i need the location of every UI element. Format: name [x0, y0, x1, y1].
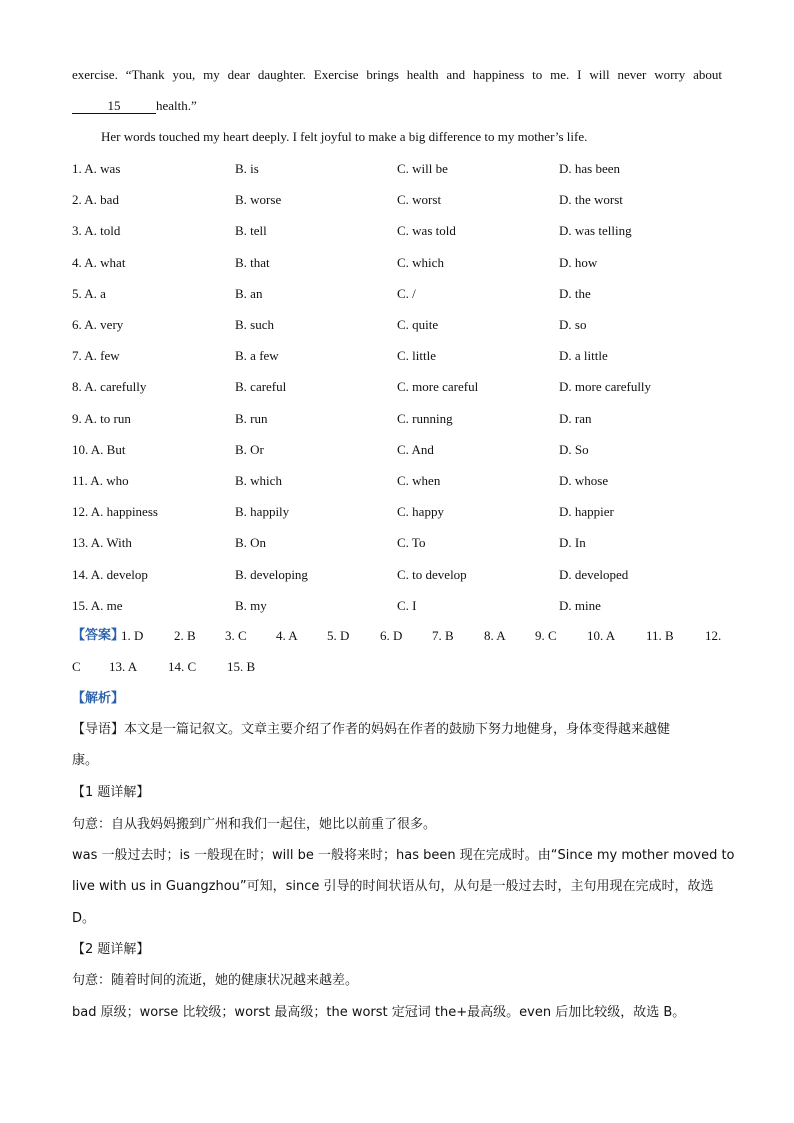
passage-line-2-tail: health.”: [156, 98, 197, 113]
option-d: D. the worst: [559, 192, 623, 207]
answer-item: 15. B: [227, 659, 256, 674]
option-b: B. tell: [235, 223, 267, 238]
q1-explanation-2: live with us in Guangzhou”可知，since 引导的时间状语从句，从句是一般过去时，主句用现在完成时，故选: [72, 879, 714, 894]
option-a: 11. A. who: [72, 473, 129, 488]
q1-meaning: 句意：自从我妈妈搬到广州和我们一起住，她比以前重了很多。: [72, 817, 437, 832]
option-row: [72, 222, 732, 240]
option-b: B. that: [235, 255, 270, 270]
option-row: [72, 285, 732, 303]
q2-meaning: 句意：随着时间的流逝，她的健康状况越来越差。: [72, 973, 359, 988]
option-c: C. quite: [397, 317, 439, 332]
option-a: 15. A. me: [72, 598, 123, 613]
answer-item: 12.: [705, 628, 722, 643]
option-d: D. happier: [559, 504, 614, 519]
option-c: C. To: [397, 535, 426, 550]
option-row: [72, 534, 732, 552]
option-b: B. an: [235, 286, 263, 301]
option-b: B. which: [235, 473, 282, 488]
option-b: B. my: [235, 598, 267, 613]
option-row: [72, 597, 732, 615]
option-a: 6. A. very: [72, 317, 124, 332]
option-c: C. happy: [397, 504, 444, 519]
option-c: C. worst: [397, 192, 442, 207]
option-d: D. developed: [559, 567, 629, 582]
option-d: D. so: [559, 317, 587, 332]
answer-item: 1. D: [121, 628, 144, 643]
option-a: 14. A. develop: [72, 567, 148, 582]
answer-item: 14. C: [168, 659, 197, 674]
option-c: C. /: [397, 286, 416, 301]
option-row: [72, 160, 732, 178]
answer-item: C: [72, 659, 81, 674]
option-c: C. to develop: [397, 567, 467, 582]
answer-item: 2. B: [174, 628, 196, 643]
answer-item: 4. A: [276, 628, 298, 643]
option-a: 9. A. to run: [72, 411, 131, 426]
option-c: C. will be: [397, 161, 448, 176]
answer-row-2: [72, 658, 732, 676]
option-row: [72, 472, 732, 490]
option-c: C. little: [397, 348, 436, 363]
answer-label: 【答案】: [72, 628, 125, 643]
option-a: 13. A. With: [72, 535, 132, 550]
option-b: B. a few: [235, 348, 279, 363]
option-b: B. Or: [235, 442, 264, 457]
guide-label: 【导语】: [72, 722, 125, 737]
option-a: 8. A. carefully: [72, 379, 147, 394]
option-d: D. So: [559, 442, 589, 457]
answer-item: 10. A: [587, 628, 616, 643]
option-row: [72, 441, 732, 459]
option-b: B. developing: [235, 567, 308, 582]
option-a: 10. A. But: [72, 442, 126, 457]
q2-heading: 【2 题详解】: [72, 942, 150, 957]
option-b: B. happily: [235, 504, 290, 519]
option-b: B. such: [235, 317, 274, 332]
option-c: C. I: [397, 598, 417, 613]
answer-item: 9. C: [535, 628, 557, 643]
guide-text: 本文是一篇记叙文。文章主要介绍了作者的妈妈在作者的鼓励下努力地健身，身体变得越来越健: [124, 722, 671, 737]
answer-item: 5. D: [327, 628, 350, 643]
q1-explanation-3: D。: [72, 911, 96, 926]
option-row: [72, 191, 732, 209]
answer-row-1: [72, 627, 732, 645]
option-b: B. is: [235, 161, 259, 176]
option-d: D. how: [559, 255, 598, 270]
option-c: C. more careful: [397, 379, 479, 394]
option-a: 5. A. a: [72, 286, 106, 301]
option-d: D. has been: [559, 161, 621, 176]
passage-line-3: Her words touched my heart deeply. I felt joyful to make a big difference to my mother’s life.: [101, 129, 588, 144]
option-row: [72, 566, 732, 584]
q2-explanation-1: bad 原级；worse 比较级；worst 最高级；the worst 定冠词 the+最高级。even 后加比较级，故选 B。: [72, 1005, 686, 1020]
option-d: D. the: [559, 286, 591, 301]
option-b: B. On: [235, 535, 267, 550]
option-row: [72, 410, 732, 428]
option-a: 4. A. what: [72, 255, 126, 270]
guide-line-1: [72, 721, 722, 739]
option-b: B. run: [235, 411, 268, 426]
answer-item: 3. C: [225, 628, 247, 643]
passage-line-2: [72, 97, 722, 115]
option-d: D. mine: [559, 598, 601, 613]
option-c: C. which: [397, 255, 444, 270]
answer-item: 6. D: [380, 628, 403, 643]
option-a: 2. A. bad: [72, 192, 119, 207]
q1-explanation-1: was 一般过去时；is 一般现在时；will be 一般将来时；has been 现在完成时。由“Since my mother moved to: [72, 848, 735, 863]
option-c: C. when: [397, 473, 441, 488]
option-c: C. And: [397, 442, 434, 457]
analysis-heading: 【解析】: [72, 691, 125, 706]
option-row: [72, 347, 732, 365]
option-d: D. more carefully: [559, 379, 652, 394]
answer-item: 8. A: [484, 628, 506, 643]
q1-heading: 【1 题详解】: [72, 785, 150, 800]
option-row: [72, 316, 732, 334]
option-d: D. In: [559, 535, 586, 550]
option-row: [72, 254, 732, 272]
option-d: D. whose: [559, 473, 609, 488]
blank-15: 15: [72, 99, 156, 114]
option-d: D. was telling: [559, 223, 632, 238]
option-row: [72, 378, 732, 396]
option-c: C. was told: [397, 223, 456, 238]
guide-line-2: 康。: [72, 753, 99, 768]
answer-item: 13. A: [109, 659, 138, 674]
option-a: 1. A. was: [72, 161, 121, 176]
option-row: [72, 503, 732, 521]
passage-line-1: exercise. “Thank you, my dear daughter. Exercise brings health and happiness to me. I will never worry about: [72, 67, 722, 82]
option-a: 7. A. few: [72, 348, 120, 363]
option-c: C. running: [397, 411, 453, 426]
option-d: D. ran: [559, 411, 592, 426]
option-a: 12. A. happiness: [72, 504, 158, 519]
option-b: B. careful: [235, 379, 287, 394]
option-a: 3. A. told: [72, 223, 121, 238]
answer-item: 11. B: [646, 628, 674, 643]
option-b: B. worse: [235, 192, 282, 207]
option-d: D. a little: [559, 348, 608, 363]
answer-item: 7. B: [432, 628, 454, 643]
